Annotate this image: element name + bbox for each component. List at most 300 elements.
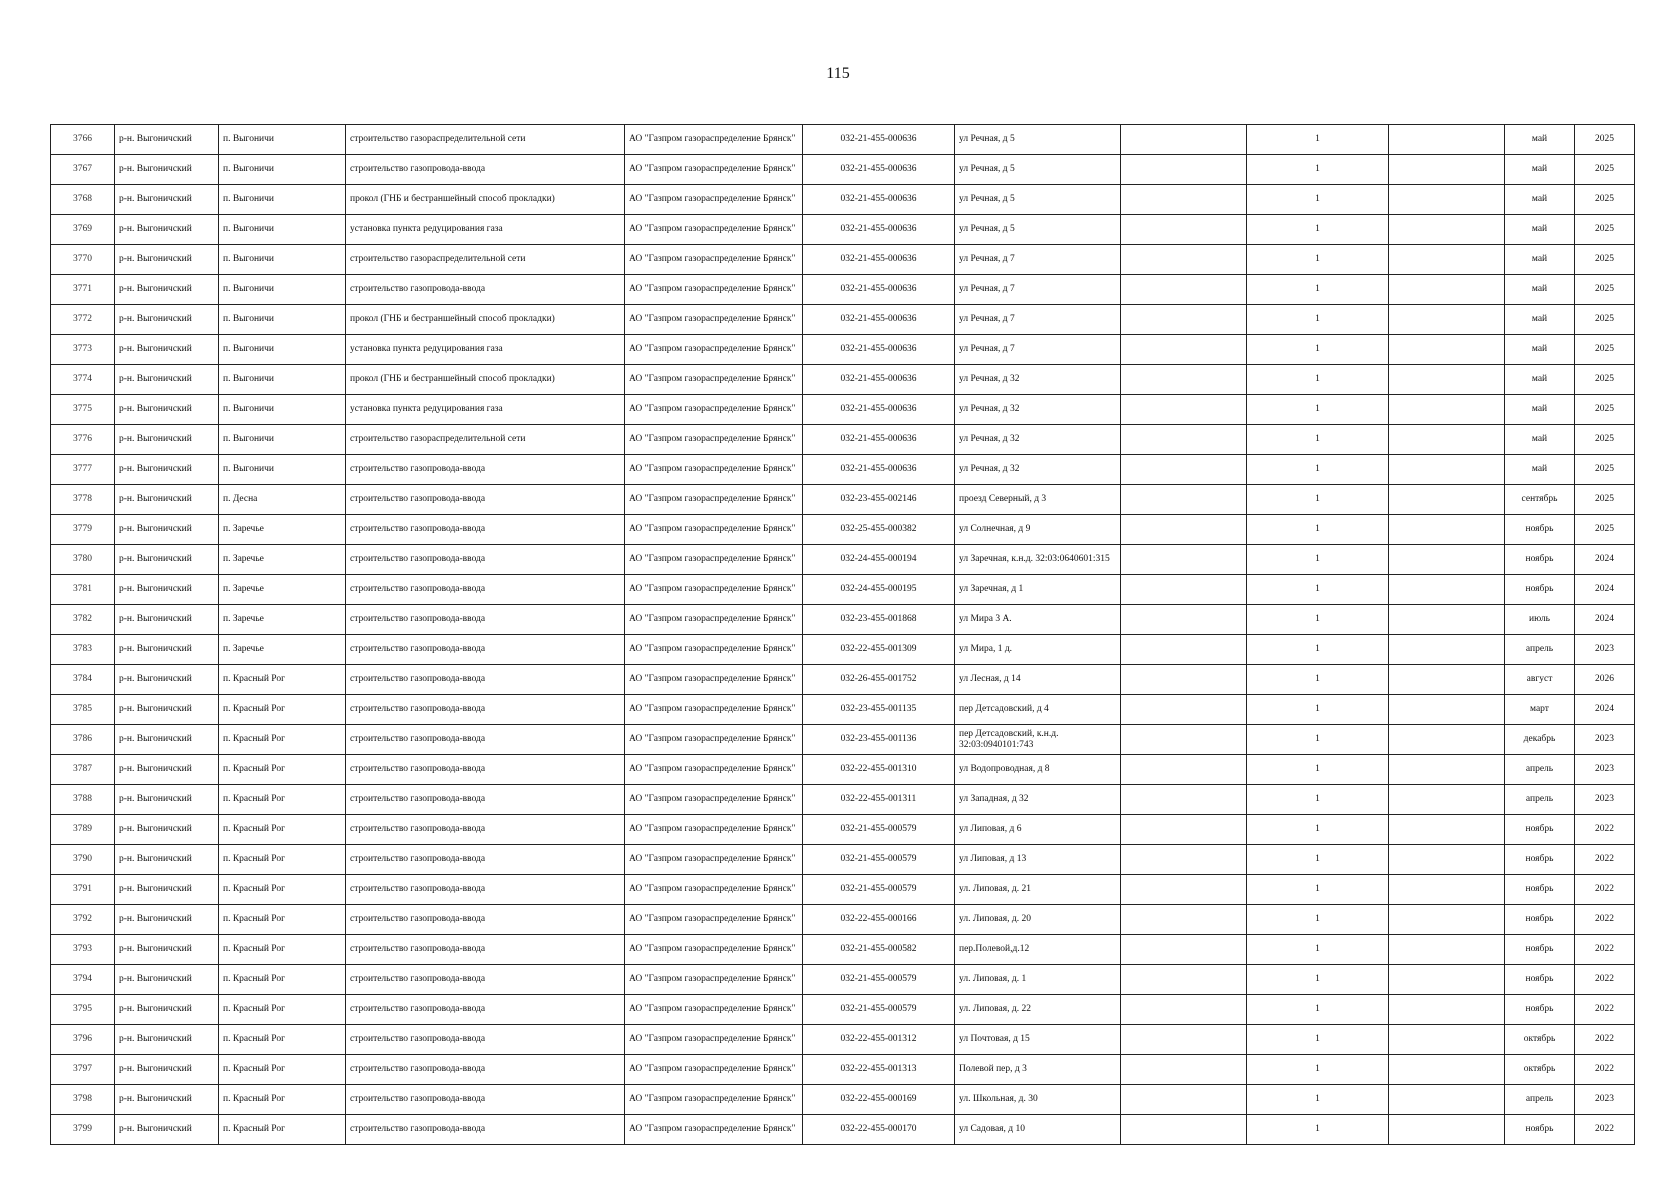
organization-cell: АО "Газпром газораспределение Брянск" bbox=[625, 695, 803, 725]
row-number-cell: 3776 bbox=[51, 425, 115, 455]
year-cell: 2023 bbox=[1575, 1085, 1635, 1115]
quantity-cell: 1 bbox=[1247, 1055, 1389, 1085]
month-cell: ноябрь bbox=[1505, 875, 1575, 905]
settlement-cell: п. Красный Рог bbox=[219, 995, 346, 1025]
address-cell: пер.Полевой,д.12 bbox=[955, 935, 1121, 965]
quantity-cell: 1 bbox=[1247, 1115, 1389, 1145]
blank-cell bbox=[1389, 635, 1505, 665]
year-cell: 2024 bbox=[1575, 695, 1635, 725]
district-cell: р-н. Выгоничский bbox=[115, 395, 219, 425]
cadastral-number-cell: 032-21-455-000636 bbox=[803, 245, 955, 275]
month-cell: май bbox=[1505, 455, 1575, 485]
organization-cell: АО "Газпром газораспределение Брянск" bbox=[625, 545, 803, 575]
blank-cell bbox=[1389, 305, 1505, 335]
settlement-cell: п. Выгоничи bbox=[219, 335, 346, 365]
month-cell: май bbox=[1505, 245, 1575, 275]
settlement-cell: п. Красный Рог bbox=[219, 695, 346, 725]
table-row bbox=[51, 155, 1635, 185]
month-cell: май bbox=[1505, 395, 1575, 425]
quantity-cell: 1 bbox=[1247, 335, 1389, 365]
address-cell: ул Речная, д 32 bbox=[955, 455, 1121, 485]
cadastral-number-cell: 032-22-455-000169 bbox=[803, 1085, 955, 1115]
row-number-cell: 3782 bbox=[51, 605, 115, 635]
address-cell: ул Речная, д 7 bbox=[955, 305, 1121, 335]
quantity-cell: 1 bbox=[1247, 1025, 1389, 1055]
address-cell: Полевой пер, д 3 bbox=[955, 1055, 1121, 1085]
month-cell: ноябрь bbox=[1505, 935, 1575, 965]
address-cell: ул Речная, д 5 bbox=[955, 215, 1121, 245]
row-number-cell: 3785 bbox=[51, 695, 115, 725]
organization-cell: АО "Газпром газораспределение Брянск" bbox=[625, 365, 803, 395]
cadastral-number-cell: 032-22-455-001312 bbox=[803, 1025, 955, 1055]
month-cell: апрель bbox=[1505, 1085, 1575, 1115]
row-number-cell: 3786 bbox=[51, 725, 115, 755]
work-type-cell: строительство газопровода-ввода bbox=[346, 275, 625, 305]
district-cell: р-н. Выгоничский bbox=[115, 755, 219, 785]
address-cell: проезд Северный, д 3 bbox=[955, 485, 1121, 515]
organization-cell: АО "Газпром газораспределение Брянск" bbox=[625, 605, 803, 635]
work-type-cell: строительство газопровода-ввода bbox=[346, 695, 625, 725]
address-cell: ул. Липовая, д. 20 bbox=[955, 905, 1121, 935]
address-cell: ул Почтовая, д 15 bbox=[955, 1025, 1121, 1055]
table-row bbox=[51, 605, 1635, 635]
cadastral-number-cell: 032-21-455-000636 bbox=[803, 275, 955, 305]
organization-cell: АО "Газпром газораспределение Брянск" bbox=[625, 755, 803, 785]
work-type-cell: строительство газораспределительной сети bbox=[346, 245, 625, 275]
month-cell: ноябрь bbox=[1505, 575, 1575, 605]
blank-cell bbox=[1389, 215, 1505, 245]
month-cell: ноябрь bbox=[1505, 545, 1575, 575]
settlement-cell: п. Выгоничи bbox=[219, 305, 346, 335]
work-type-cell: строительство газопровода-ввода bbox=[346, 1085, 625, 1115]
blank-cell bbox=[1121, 545, 1247, 575]
table-row bbox=[51, 545, 1635, 575]
blank-cell bbox=[1121, 395, 1247, 425]
row-number-cell: 3792 bbox=[51, 905, 115, 935]
blank-cell bbox=[1389, 1115, 1505, 1145]
cadastral-number-cell: 032-26-455-001752 bbox=[803, 665, 955, 695]
month-cell: октябрь bbox=[1505, 1055, 1575, 1085]
organization-cell: АО "Газпром газораспределение Брянск" bbox=[625, 215, 803, 245]
settlement-cell: п. Выгоничи bbox=[219, 275, 346, 305]
row-number-cell: 3799 bbox=[51, 1115, 115, 1145]
year-cell: 2022 bbox=[1575, 1025, 1635, 1055]
blank-cell bbox=[1389, 755, 1505, 785]
row-number-cell: 3775 bbox=[51, 395, 115, 425]
blank-cell bbox=[1121, 365, 1247, 395]
organization-cell: АО "Газпром газораспределение Брянск" bbox=[625, 905, 803, 935]
blank-cell bbox=[1389, 545, 1505, 575]
cadastral-number-cell: 032-23-455-001868 bbox=[803, 605, 955, 635]
district-cell: р-н. Выгоничский bbox=[115, 995, 219, 1025]
organization-cell: АО "Газпром газораспределение Брянск" bbox=[625, 425, 803, 455]
organization-cell: АО "Газпром газораспределение Брянск" bbox=[625, 1055, 803, 1085]
district-cell: р-н. Выгоничский bbox=[115, 875, 219, 905]
blank-cell bbox=[1121, 1085, 1247, 1115]
row-number-cell: 3796 bbox=[51, 1025, 115, 1055]
organization-cell: АО "Газпром газораспределение Брянск" bbox=[625, 965, 803, 995]
district-cell: р-н. Выгоничский bbox=[115, 425, 219, 455]
table-row bbox=[51, 935, 1635, 965]
work-type-cell: строительство газораспределительной сети bbox=[346, 425, 625, 455]
district-cell: р-н. Выгоничский bbox=[115, 725, 219, 755]
blank-cell bbox=[1389, 125, 1505, 155]
organization-cell: АО "Газпром газораспределение Брянск" bbox=[625, 455, 803, 485]
organization-cell: АО "Газпром газораспределение Брянск" bbox=[625, 665, 803, 695]
work-type-cell: прокол (ГНБ и бестраншейный способ прокладки) bbox=[346, 185, 625, 215]
address-cell: ул. Липовая, д. 1 bbox=[955, 965, 1121, 995]
address-cell: ул Речная, д 7 bbox=[955, 275, 1121, 305]
work-type-cell: строительство газопровода-ввода bbox=[346, 545, 625, 575]
address-cell: ул Лесная, д 14 bbox=[955, 665, 1121, 695]
quantity-cell: 1 bbox=[1247, 905, 1389, 935]
district-cell: р-н. Выгоничский bbox=[115, 605, 219, 635]
address-cell: ул Речная, д 7 bbox=[955, 245, 1121, 275]
table-row bbox=[51, 635, 1635, 665]
address-cell: ул Речная, д 5 bbox=[955, 155, 1121, 185]
settlement-cell: п. Заречье bbox=[219, 545, 346, 575]
quantity-cell: 1 bbox=[1247, 815, 1389, 845]
settlement-cell: п. Красный Рог bbox=[219, 965, 346, 995]
settlement-cell: п. Красный Рог bbox=[219, 1115, 346, 1145]
year-cell: 2022 bbox=[1575, 1055, 1635, 1085]
address-cell: ул Речная, д 32 bbox=[955, 365, 1121, 395]
address-cell: ул Мира 3 А. bbox=[955, 605, 1121, 635]
blank-cell bbox=[1389, 1025, 1505, 1055]
quantity-cell: 1 bbox=[1247, 515, 1389, 545]
organization-cell: АО "Газпром газораспределение Брянск" bbox=[625, 125, 803, 155]
quantity-cell: 1 bbox=[1247, 575, 1389, 605]
organization-cell: АО "Газпром газораспределение Брянск" bbox=[625, 395, 803, 425]
cadastral-number-cell: 032-21-455-000636 bbox=[803, 155, 955, 185]
blank-cell bbox=[1121, 335, 1247, 365]
quantity-cell: 1 bbox=[1247, 665, 1389, 695]
district-cell: р-н. Выгоничский bbox=[115, 485, 219, 515]
district-cell: р-н. Выгоничский bbox=[115, 1115, 219, 1145]
address-cell: ул Водопроводная, д 8 bbox=[955, 755, 1121, 785]
row-number-cell: 3770 bbox=[51, 245, 115, 275]
blank-cell bbox=[1389, 695, 1505, 725]
blank-cell bbox=[1121, 635, 1247, 665]
year-cell: 2025 bbox=[1575, 485, 1635, 515]
blank-cell bbox=[1389, 245, 1505, 275]
year-cell: 2022 bbox=[1575, 965, 1635, 995]
month-cell: декабрь bbox=[1505, 725, 1575, 755]
quantity-cell: 1 bbox=[1247, 965, 1389, 995]
address-cell: ул Липовая, д 6 bbox=[955, 815, 1121, 845]
district-cell: р-н. Выгоничский bbox=[115, 905, 219, 935]
settlement-cell: п. Заречье bbox=[219, 635, 346, 665]
blank-cell bbox=[1389, 455, 1505, 485]
blank-cell bbox=[1389, 335, 1505, 365]
month-cell: май bbox=[1505, 185, 1575, 215]
blank-cell bbox=[1121, 815, 1247, 845]
cadastral-number-cell: 032-21-455-000636 bbox=[803, 365, 955, 395]
table-row bbox=[51, 455, 1635, 485]
blank-cell bbox=[1389, 275, 1505, 305]
quantity-cell: 1 bbox=[1247, 275, 1389, 305]
year-cell: 2025 bbox=[1575, 275, 1635, 305]
work-type-cell: установка пункта редуцирования газа bbox=[346, 215, 625, 245]
cadastral-number-cell: 032-21-455-000636 bbox=[803, 125, 955, 155]
table-row bbox=[51, 905, 1635, 935]
district-cell: р-н. Выгоничский bbox=[115, 365, 219, 395]
table-row bbox=[51, 1115, 1635, 1145]
organization-cell: АО "Газпром газораспределение Брянск" bbox=[625, 485, 803, 515]
row-number-cell: 3783 bbox=[51, 635, 115, 665]
table-row bbox=[51, 785, 1635, 815]
address-cell: ул Липовая, д 13 bbox=[955, 845, 1121, 875]
page-number: 115 bbox=[826, 65, 850, 82]
settlement-cell: п. Красный Рог bbox=[219, 665, 346, 695]
blank-cell bbox=[1121, 1115, 1247, 1145]
quantity-cell: 1 bbox=[1247, 785, 1389, 815]
work-type-cell: строительство газопровода-ввода bbox=[346, 635, 625, 665]
quantity-cell: 1 bbox=[1247, 215, 1389, 245]
cadastral-number-cell: 032-21-455-000636 bbox=[803, 335, 955, 365]
year-cell: 2022 bbox=[1575, 1115, 1635, 1145]
blank-cell bbox=[1121, 575, 1247, 605]
settlement-cell: п. Красный Рог bbox=[219, 875, 346, 905]
year-cell: 2025 bbox=[1575, 335, 1635, 365]
work-type-cell: строительство газопровода-ввода bbox=[346, 1115, 625, 1145]
settlement-cell: п. Красный Рог bbox=[219, 935, 346, 965]
work-type-cell: строительство газопровода-ввода bbox=[346, 155, 625, 185]
blank-cell bbox=[1121, 215, 1247, 245]
month-cell: май bbox=[1505, 305, 1575, 335]
blank-cell bbox=[1121, 995, 1247, 1025]
organization-cell: АО "Газпром газораспределение Брянск" bbox=[625, 155, 803, 185]
quantity-cell: 1 bbox=[1247, 695, 1389, 725]
cadastral-number-cell: 032-21-455-000579 bbox=[803, 815, 955, 845]
blank-cell bbox=[1121, 755, 1247, 785]
cadastral-number-cell: 032-22-455-001309 bbox=[803, 635, 955, 665]
cadastral-number-cell: 032-21-455-000579 bbox=[803, 995, 955, 1025]
month-cell: октябрь bbox=[1505, 1025, 1575, 1055]
month-cell: ноябрь bbox=[1505, 965, 1575, 995]
work-type-cell: прокол (ГНБ и бестраншейный способ прокладки) bbox=[346, 305, 625, 335]
blank-cell bbox=[1121, 665, 1247, 695]
year-cell: 2025 bbox=[1575, 425, 1635, 455]
address-cell: ул. Липовая, д. 21 bbox=[955, 875, 1121, 905]
blank-cell bbox=[1389, 365, 1505, 395]
row-number-cell: 3766 bbox=[51, 125, 115, 155]
district-cell: р-н. Выгоничский bbox=[115, 305, 219, 335]
settlement-cell: п. Выгоничи bbox=[219, 185, 346, 215]
cadastral-number-cell: 032-25-455-000382 bbox=[803, 515, 955, 545]
month-cell: ноябрь bbox=[1505, 845, 1575, 875]
quantity-cell: 1 bbox=[1247, 425, 1389, 455]
row-number-cell: 3789 bbox=[51, 815, 115, 845]
work-type-cell: строительство газопровода-ввода bbox=[346, 575, 625, 605]
row-number-cell: 3769 bbox=[51, 215, 115, 245]
table-row bbox=[51, 1055, 1635, 1085]
work-type-cell: прокол (ГНБ и бестраншейный способ прокладки) bbox=[346, 365, 625, 395]
blank-cell bbox=[1389, 485, 1505, 515]
cadastral-number-cell: 032-21-455-000579 bbox=[803, 845, 955, 875]
address-cell: ул. Школьная, д. 30 bbox=[955, 1085, 1121, 1115]
row-number-cell: 3773 bbox=[51, 335, 115, 365]
table-row bbox=[51, 965, 1635, 995]
cadastral-number-cell: 032-23-455-001135 bbox=[803, 695, 955, 725]
blank-cell bbox=[1121, 845, 1247, 875]
blank-cell bbox=[1389, 515, 1505, 545]
registry-table bbox=[50, 124, 1635, 1145]
district-cell: р-н. Выгоничский bbox=[115, 1085, 219, 1115]
district-cell: р-н. Выгоничский bbox=[115, 1055, 219, 1085]
year-cell: 2023 bbox=[1575, 635, 1635, 665]
quantity-cell: 1 bbox=[1247, 635, 1389, 665]
blank-cell bbox=[1121, 125, 1247, 155]
table-row bbox=[51, 1085, 1635, 1115]
address-cell: ул Западная, д 32 bbox=[955, 785, 1121, 815]
year-cell: 2025 bbox=[1575, 125, 1635, 155]
blank-cell bbox=[1389, 395, 1505, 425]
blank-cell bbox=[1389, 875, 1505, 905]
year-cell: 2023 bbox=[1575, 725, 1635, 755]
district-cell: р-н. Выгоничский bbox=[115, 515, 219, 545]
quantity-cell: 1 bbox=[1247, 485, 1389, 515]
address-cell: ул Речная, д 7 bbox=[955, 335, 1121, 365]
month-cell: май bbox=[1505, 215, 1575, 245]
address-cell: ул Заречная, д 1 bbox=[955, 575, 1121, 605]
blank-cell bbox=[1389, 725, 1505, 755]
cadastral-number-cell: 032-21-455-000579 bbox=[803, 965, 955, 995]
quantity-cell: 1 bbox=[1247, 935, 1389, 965]
district-cell: р-н. Выгоничский bbox=[115, 1025, 219, 1055]
organization-cell: АО "Газпром газораспределение Брянск" bbox=[625, 185, 803, 215]
blank-cell bbox=[1121, 905, 1247, 935]
row-number-cell: 3781 bbox=[51, 575, 115, 605]
table-row bbox=[51, 185, 1635, 215]
month-cell: май bbox=[1505, 155, 1575, 185]
month-cell: июль bbox=[1505, 605, 1575, 635]
settlement-cell: п. Выгоничи bbox=[219, 125, 346, 155]
table-row bbox=[51, 665, 1635, 695]
blank-cell bbox=[1389, 155, 1505, 185]
year-cell: 2026 bbox=[1575, 665, 1635, 695]
blank-cell bbox=[1121, 245, 1247, 275]
month-cell: ноябрь bbox=[1505, 815, 1575, 845]
row-number-cell: 3787 bbox=[51, 755, 115, 785]
cadastral-number-cell: 032-21-455-000636 bbox=[803, 395, 955, 425]
row-number-cell: 3795 bbox=[51, 995, 115, 1025]
row-number-cell: 3767 bbox=[51, 155, 115, 185]
blank-cell bbox=[1389, 815, 1505, 845]
organization-cell: АО "Газпром газораспределение Брянск" bbox=[625, 725, 803, 755]
blank-cell bbox=[1389, 845, 1505, 875]
district-cell: р-н. Выгоничский bbox=[115, 125, 219, 155]
registry-body bbox=[51, 125, 1635, 1145]
cadastral-number-cell: 032-22-455-000166 bbox=[803, 905, 955, 935]
work-type-cell: строительство газопровода-ввода bbox=[346, 875, 625, 905]
settlement-cell: п. Красный Рог bbox=[219, 905, 346, 935]
row-number-cell: 3791 bbox=[51, 875, 115, 905]
address-cell: ул Садовая, д 10 bbox=[955, 1115, 1121, 1145]
blank-cell bbox=[1121, 515, 1247, 545]
work-type-cell: строительство газопровода-ввода bbox=[346, 725, 625, 755]
quantity-cell: 1 bbox=[1247, 155, 1389, 185]
blank-cell bbox=[1121, 1055, 1247, 1085]
year-cell: 2025 bbox=[1575, 305, 1635, 335]
table-row bbox=[51, 845, 1635, 875]
cadastral-number-cell: 032-23-455-001136 bbox=[803, 725, 955, 755]
settlement-cell: п. Красный Рог bbox=[219, 845, 346, 875]
blank-cell bbox=[1121, 935, 1247, 965]
quantity-cell: 1 bbox=[1247, 185, 1389, 215]
table-row bbox=[51, 125, 1635, 155]
work-type-cell: строительство газопровода-ввода bbox=[346, 665, 625, 695]
row-number-cell: 3778 bbox=[51, 485, 115, 515]
row-number-cell: 3784 bbox=[51, 665, 115, 695]
row-number-cell: 3788 bbox=[51, 785, 115, 815]
settlement-cell: п. Заречье bbox=[219, 575, 346, 605]
month-cell: май bbox=[1505, 365, 1575, 395]
quantity-cell: 1 bbox=[1247, 605, 1389, 635]
row-number-cell: 3780 bbox=[51, 545, 115, 575]
work-type-cell: строительство газопровода-ввода bbox=[346, 785, 625, 815]
district-cell: р-н. Выгоничский bbox=[115, 575, 219, 605]
quantity-cell: 1 bbox=[1247, 305, 1389, 335]
organization-cell: АО "Газпром газораспределение Брянск" bbox=[625, 335, 803, 365]
organization-cell: АО "Газпром газораспределение Брянск" bbox=[625, 845, 803, 875]
blank-cell bbox=[1121, 305, 1247, 335]
blank-cell bbox=[1121, 275, 1247, 305]
blank-cell bbox=[1121, 1025, 1247, 1055]
table-row bbox=[51, 335, 1635, 365]
address-cell: ул Солнечная, д 9 bbox=[955, 515, 1121, 545]
year-cell: 2024 bbox=[1575, 545, 1635, 575]
table-row bbox=[51, 245, 1635, 275]
table-row bbox=[51, 875, 1635, 905]
work-type-cell: установка пункта редуцирования газа bbox=[346, 335, 625, 365]
year-cell: 2022 bbox=[1575, 875, 1635, 905]
work-type-cell: строительство газопровода-ввода bbox=[346, 455, 625, 485]
blank-cell bbox=[1121, 485, 1247, 515]
blank-cell bbox=[1389, 1085, 1505, 1115]
row-number-cell: 3779 bbox=[51, 515, 115, 545]
month-cell: май bbox=[1505, 425, 1575, 455]
year-cell: 2022 bbox=[1575, 905, 1635, 935]
blank-cell bbox=[1121, 425, 1247, 455]
blank-cell bbox=[1389, 905, 1505, 935]
table-row bbox=[51, 425, 1635, 455]
work-type-cell: строительство газопровода-ввода bbox=[346, 845, 625, 875]
row-number-cell: 3798 bbox=[51, 1085, 115, 1115]
table-row bbox=[51, 365, 1635, 395]
cadastral-number-cell: 032-22-455-001311 bbox=[803, 785, 955, 815]
table-row bbox=[51, 755, 1635, 785]
address-cell: ул Мира, 1 д. bbox=[955, 635, 1121, 665]
quantity-cell: 1 bbox=[1247, 875, 1389, 905]
blank-cell bbox=[1389, 575, 1505, 605]
table-row bbox=[51, 1025, 1635, 1055]
address-cell: ул. Липовая, д. 22 bbox=[955, 995, 1121, 1025]
quantity-cell: 1 bbox=[1247, 365, 1389, 395]
cadastral-number-cell: 032-22-455-001310 bbox=[803, 755, 955, 785]
work-type-cell: строительство газопровода-ввода bbox=[346, 605, 625, 635]
year-cell: 2022 bbox=[1575, 995, 1635, 1025]
blank-cell bbox=[1121, 965, 1247, 995]
address-cell: ул Речная, д 32 bbox=[955, 425, 1121, 455]
month-cell: ноябрь bbox=[1505, 1115, 1575, 1145]
settlement-cell: п. Десна bbox=[219, 485, 346, 515]
year-cell: 2023 bbox=[1575, 755, 1635, 785]
address-cell: пер Детсадовский, д 4 bbox=[955, 695, 1121, 725]
month-cell: апрель bbox=[1505, 635, 1575, 665]
settlement-cell: п. Выгоничи bbox=[219, 245, 346, 275]
work-type-cell: строительство газопровода-ввода bbox=[346, 815, 625, 845]
